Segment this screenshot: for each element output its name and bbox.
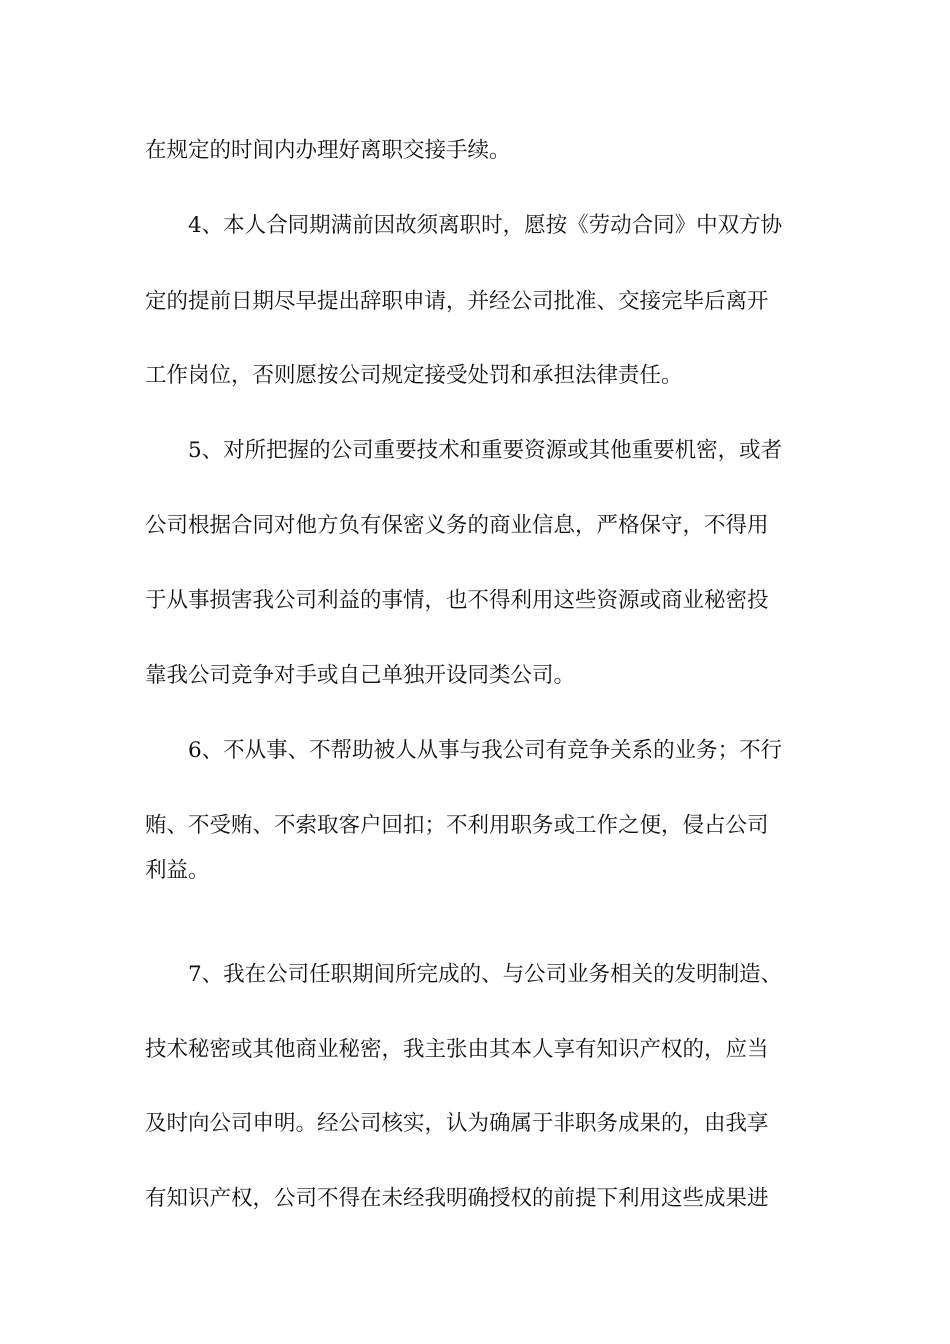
text-line: 靠我公司竞争对手或自己单独开设同类公司。	[145, 663, 576, 688]
text-line: 4、本人合同期满前因故须离职时，愿按《劳动合同》中双方协	[188, 213, 783, 238]
text-line: 及时向公司申明。经公司核实，认为确属于非职务成果的，由我享	[145, 1111, 769, 1136]
text-line: 工作岗位，否则愿按公司规定接受处罚和承担法律责任。	[145, 363, 683, 388]
text-line: 5、对所把握的公司重要技术和重要资源或其他重要机密，或者	[188, 438, 783, 463]
text-line: 定的提前日期尽早提出辞职申请，并经公司批准、交接完毕后离开	[145, 289, 769, 314]
text-line: 贿、不受贿、不索取客户回扣；不利用职务或工作之便，侵占公司	[145, 813, 769, 838]
text-line: 7、我在公司任职期间所完成的、与公司业务相关的发明制造、	[188, 962, 783, 987]
text-line: 公司根据合同对他方负有保密义务的商业信息，严格保守，不得用	[145, 513, 769, 538]
text-line: 技术秘密或其他商业秘密，我主张由其本人享有知识产权的，应当	[145, 1037, 769, 1062]
text-line: 有知识产权，公司不得在未经我明确授权的前提下利用这些成果进	[145, 1186, 769, 1211]
text-line: 于从事损害我公司利益的事情，也不得利用这些资源或商业秘密投	[145, 588, 769, 613]
text-line: 6、不从事、不帮助被人从事与我公司有竞争关系的业务；不行	[188, 738, 783, 763]
text-line: 在规定的时间内办理好离职交接手续。	[145, 138, 511, 163]
text-line: 利益。	[145, 858, 210, 883]
